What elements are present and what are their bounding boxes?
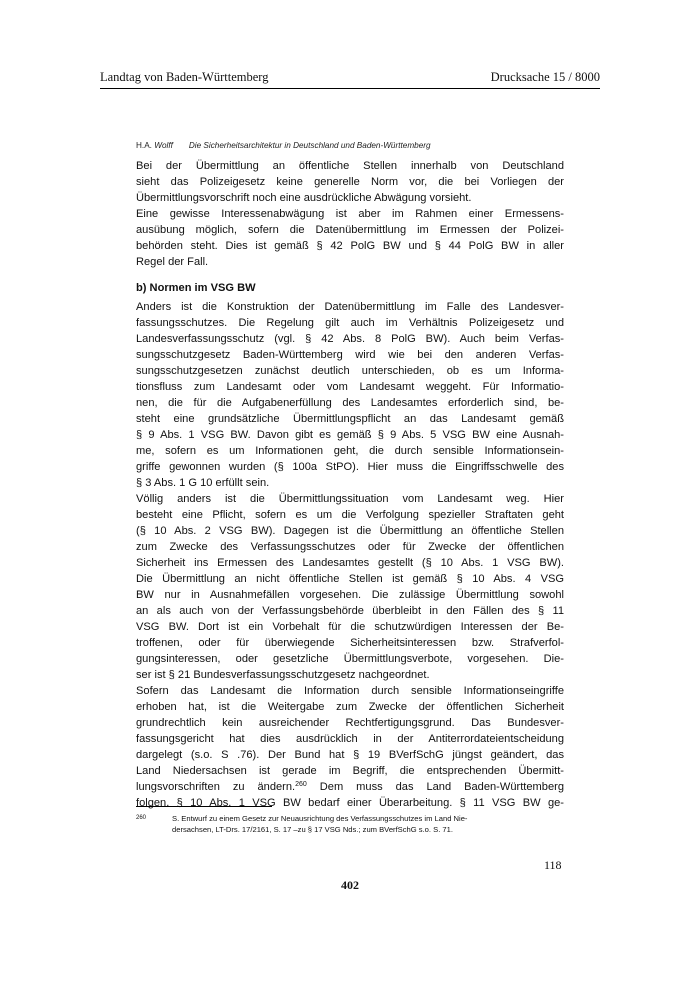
footnote-line: dersachsen, LT-Drs. 17/2161, S. 17 –zu § 17 VSG Nds.; zum BVerfSchG s.o. S. 71. (172, 825, 453, 834)
paragraph-3-line: me, sofern es um Informationen geht, die durch sensible Informationsein- (136, 445, 564, 457)
paragraph-1-line: Bei der Übermittlung an öffentliche Stellen innerhalb von Deutschland (136, 160, 564, 172)
paragraph-4-line: an als auch von der Verfassungsbehörde überbleibt in den Fällen des § 11 (136, 605, 564, 617)
inner-page-number: 118 (544, 858, 562, 872)
paragraph-3-line: § 9 Abs. 1 VSG BW. Davon gibt es gemäß § 9 Abs. 5 VSG BW eine Ausnah- (136, 429, 564, 441)
running-head (136, 141, 431, 150)
paragraph-4-line: troffenen, oder für überwiegende Sicherheitsinteressen bzw. Strafverfol- (136, 637, 564, 649)
paragraph-5-line: erhoben hat, ist die Weitergabe zum Zwecke der öffentlichen Sicherheit (136, 701, 564, 713)
running-head-title: Die Sicherheitsarchitektur in Deutschland und Baden-Württemberg (188, 141, 431, 150)
paragraph-4-line: besteht eine Pflicht, sofern es um die Verfolgung spezieller Straftaten geht (136, 509, 564, 521)
footnote-line: S. Entwurf zu einem Gesetz zur Neuausrichtung des Verfassungsschutzes im Land Nie- (172, 814, 468, 823)
paragraph-3-line: Landesverfassungsschutz (vgl. § 42 Abs. 8 PolG BW). Auch beim Verfas- (136, 333, 564, 345)
footnote-rule (136, 806, 272, 807)
footnote (136, 813, 564, 835)
header-left: Landtag von Baden-Württemberg (100, 70, 269, 84)
section-heading: b) Normen im VSG BW (136, 282, 256, 294)
paragraph-4-line: Die Übermittlung an nicht öffentliche Stellen ist gemäß § 10 Abs. 4 VSG (136, 573, 564, 585)
paragraph-3-line: fassungsschutzes. Die Regelung gilt auch im Verhältnis Polizeigesetz und (136, 317, 564, 329)
paragraph-4-line: (§ 10 Abs. 2 VSG BW). Dagegen ist die Übermittlung an öffentliche Stellen (136, 525, 564, 537)
paragraph-3-line: nen, die für die Aufgabenerfüllung des Landesamtes erforderlich sind, be- (136, 397, 564, 409)
paragraph-5-line: fassungsgericht hat dies ausdrücklich in der Antiterrordateientscheidung (136, 733, 564, 745)
paragraph-5-line: dargelegt (s.o. S .76). Der Bund hat § 19 BVerfSchG jüngst geändert, das (136, 749, 564, 761)
paragraph-2-line: behörden steht. Dies ist gemäß § 42 PolG BW und § 44 PolG BW in aller (136, 240, 564, 252)
footnote-text (172, 813, 564, 835)
paragraph-5-line: folgen. § 10 Abs. 1 VSG BW bedarf einer Überarbeitung. § 11 VSG BW ge- (136, 797, 564, 809)
paragraph-3-line: § 3 Abs. 1 G 10 erfüllt sein. (136, 477, 270, 489)
paragraph-4-line: VSG BW. Dort ist ein Vorbehalt für die schutzwürdigen Interessen der Be- (136, 621, 564, 633)
paragraph-4-line: zum Zwecke des Verfassungsschutzes oder für Zwecke der öffentlichen (136, 541, 564, 553)
header-rule (100, 88, 600, 89)
paragraph-1-line: sieht das Polizeigesetz keine generelle Norm vor, die bei Vorliegen der (136, 176, 564, 188)
paragraph-3-line: steht eine grundsätzliche Übermittlungspflicht an das Landesamt gemäß (136, 413, 564, 425)
paragraph-1-line: Übermittlungsvorschrift noch eine ausdrückliche Abwägung vorsieht. (136, 192, 472, 204)
paragraph-3-line: sungsschutzgesetzen zunächst deutlich unterschieden, ob es um Informa- (136, 365, 564, 377)
paragraph-4-line: BW nur in Ausnahmefällen vorgesehen. Die zulässige Übermittlung sowohl (136, 589, 564, 601)
body-text (136, 158, 564, 811)
paragraph-2-line: Regel der Fall. (136, 256, 209, 268)
outer-page-number: 402 (341, 878, 359, 892)
paragraph-5-line: grundrechtlich kein ausreichender Rechtfertigungsgrund. Das Bundesver- (136, 717, 564, 729)
paragraph-2-line: Eine gewisse Interessenabwägung ist aber im Rahmen einer Ermessens- (136, 208, 564, 220)
paragraph-5-line: lungsvorschriften zu ändern.$^{260}$ Dem muss das Land Baden-Württemberg (136, 781, 564, 793)
footnote-number: 260 (136, 815, 147, 821)
running-head-author: H.A. Wolff (136, 141, 173, 150)
paragraph-5-line: Sofern das Landesamt die Information durch sensible Informationseingriffe (136, 685, 564, 697)
paragraph-4-line: Sicherheit ins Ermessen des Landesamtes gestellt (§ 10 Abs. 1 VSG BW). (136, 557, 564, 569)
paragraph-4-line: gungsinteressen, oder gesetzliche Übermittlungsverbote, vorgesehen. Die- (136, 653, 564, 665)
paragraph-4-line: Völlig anders ist die Übermittlungssituation vom Landesamt weg. Hier (136, 493, 564, 505)
paragraph-3-line: Anders ist die Konstruktion der Datenübermittlung im Falle des Landesver- (136, 301, 564, 313)
footnote-reference[interactable]: 260 (295, 781, 307, 788)
paragraph-2-line: ausübung möglich, sofern die Datenübermittlung im Ermessen der Polizei- (136, 224, 564, 236)
page-header (100, 70, 600, 86)
paragraph-3-line: griffe gewonnen wurden (§ 100a StPO). Hier muss die Eingriffsschwelle des (136, 461, 564, 473)
paragraph-4-line: ser ist § 21 Bundesverfassungsschutzgesetz nachgeordnet. (136, 669, 430, 681)
paragraph-5-line: Land Niedersachsen ist gerade im Begriff, die entsprechenden Übermitt- (136, 765, 564, 777)
paragraph-3-line: sungsschutzgesetz Baden-Württemberg wird wie bei den anderen Verfas- (136, 349, 564, 361)
header-right: Drucksache 15 / 8000 (490, 70, 600, 84)
paragraph-3-line: tionsfluss zum Landesamt oder vom Landesamt weggeht. Für Informatio- (136, 381, 564, 393)
